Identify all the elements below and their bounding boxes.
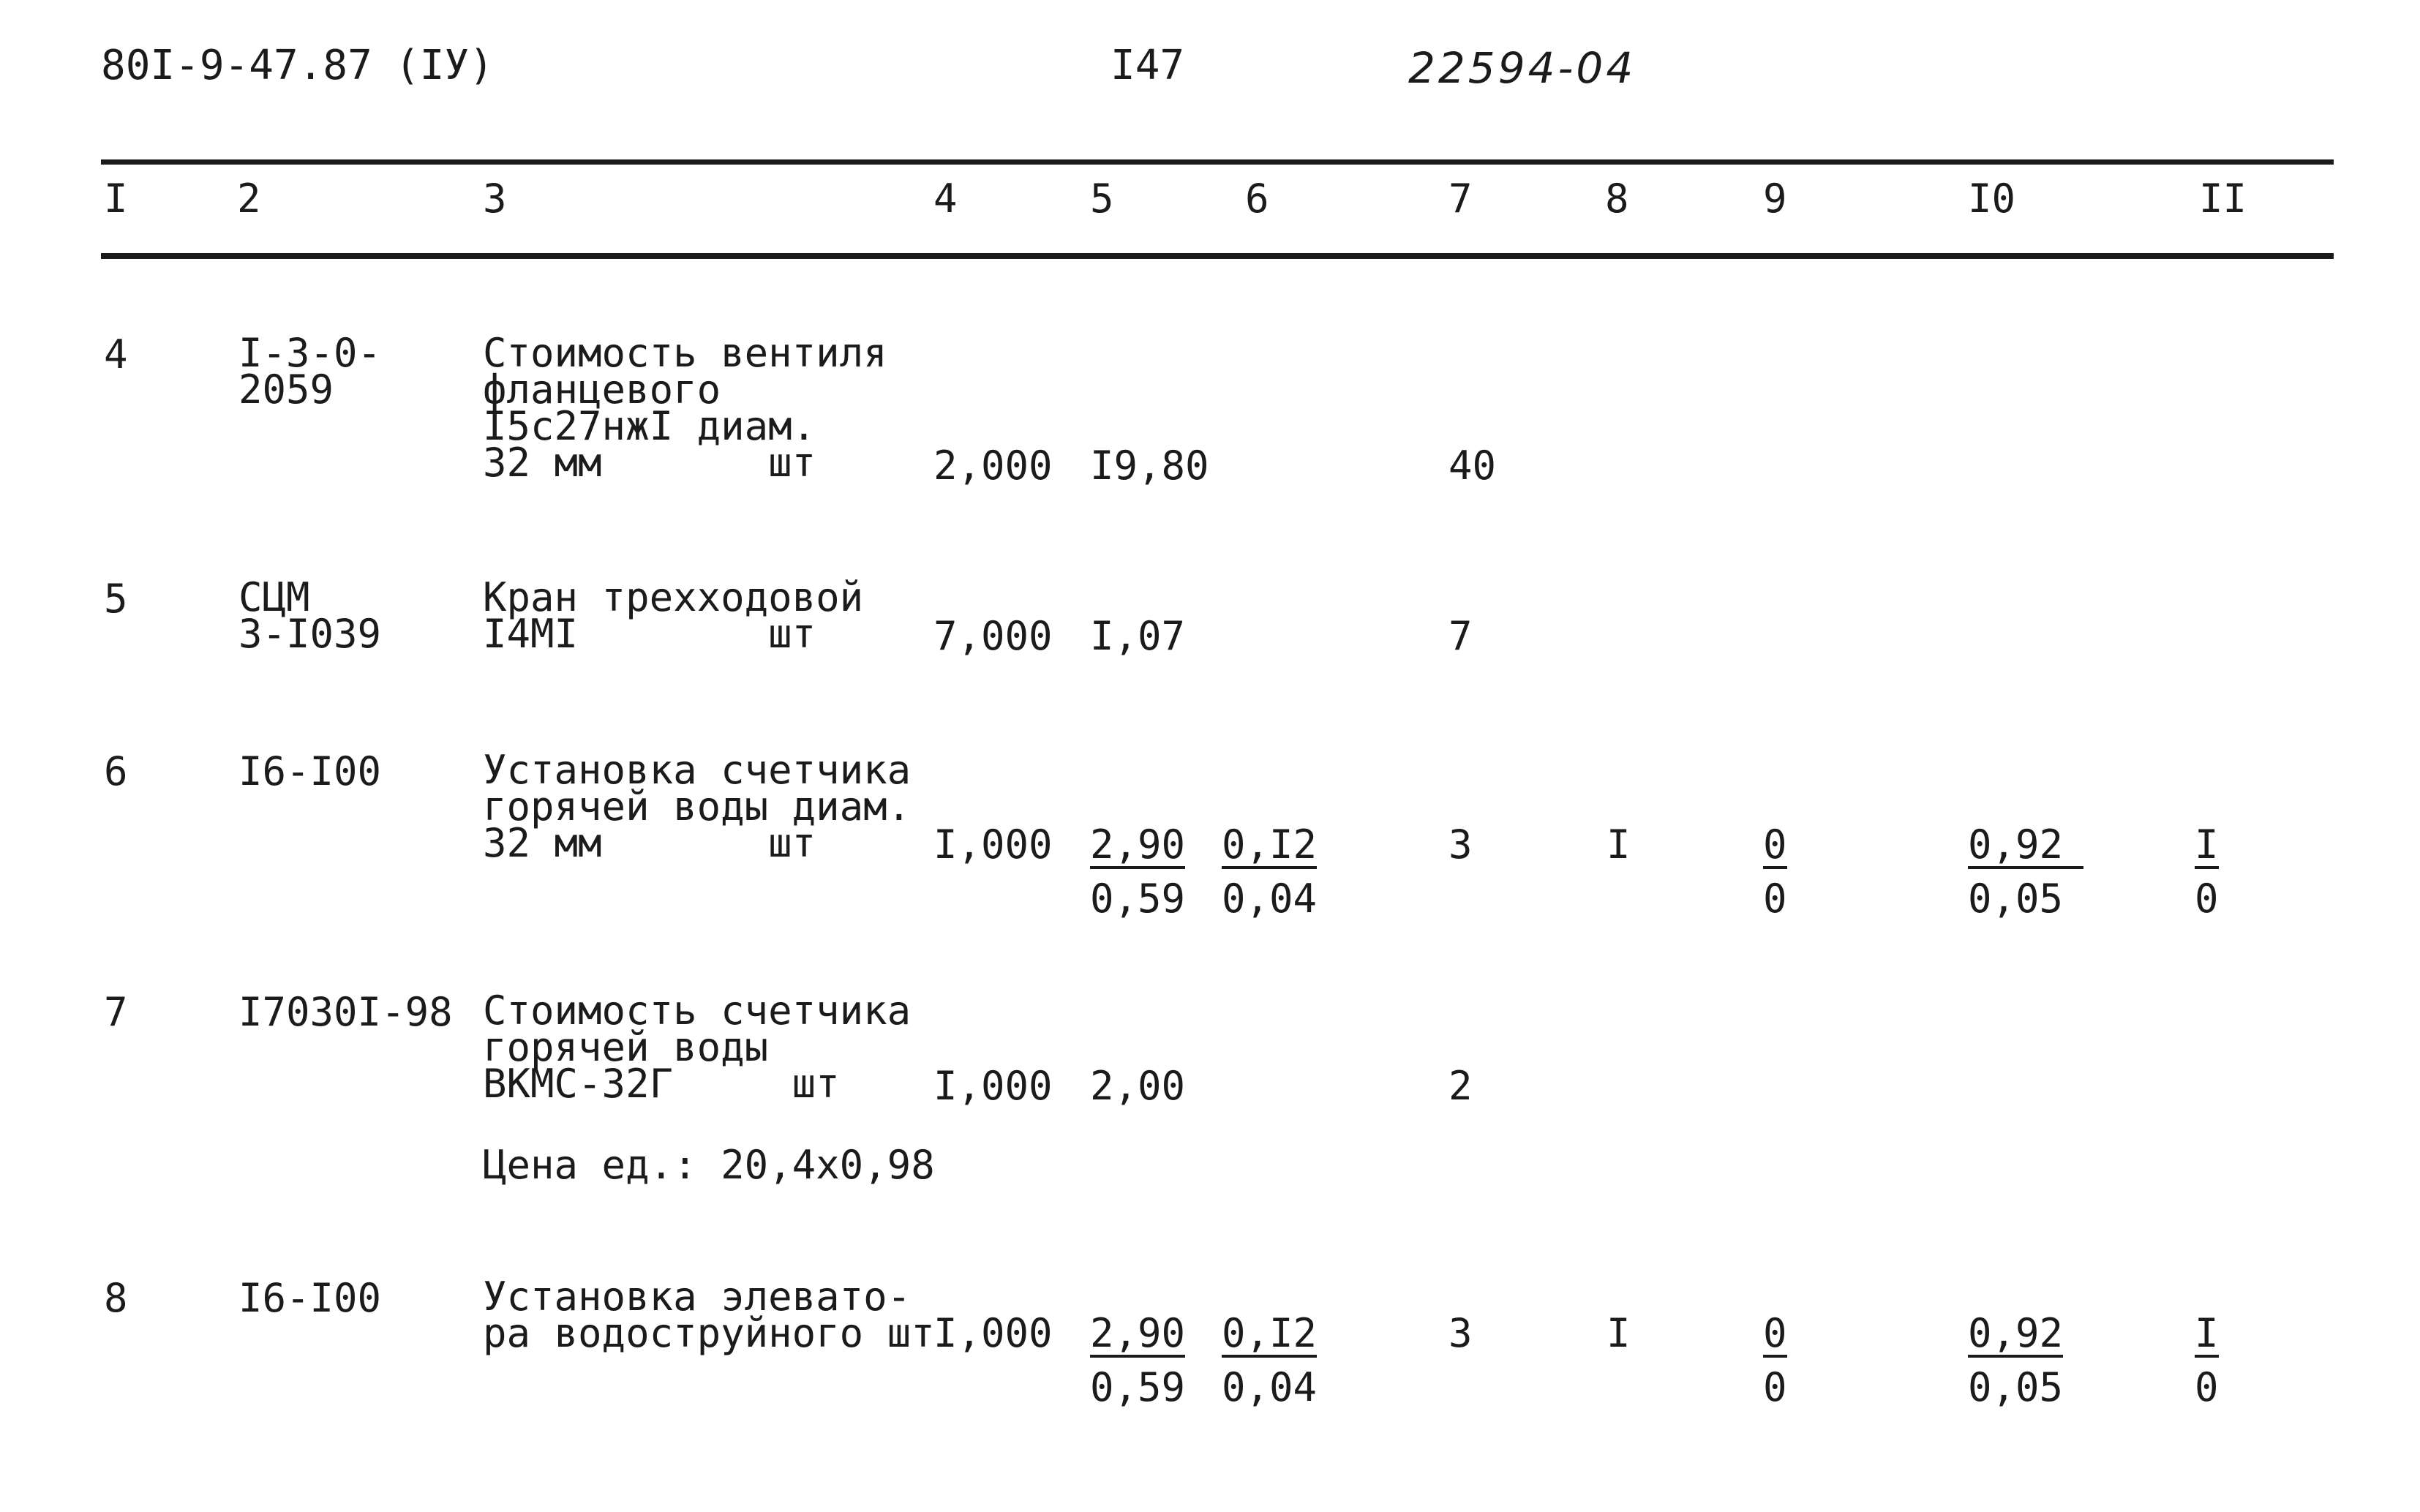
row-code: СЦМ 3-I039 xyxy=(238,574,382,657)
row-value-col11-top: I xyxy=(2195,821,2219,868)
row-value-col9-top: 0 xyxy=(1763,821,1787,868)
row-quantity: 2,000 xyxy=(933,443,1053,489)
row-value-col5: I,07 xyxy=(1090,613,1186,659)
column-number: 4 xyxy=(933,176,958,222)
row-value-col5-top: 2,90 xyxy=(1090,821,1186,868)
row-value-col11-bottom: 0 xyxy=(2195,1364,2219,1410)
column-number: 9 xyxy=(1763,176,1787,222)
row-quantity: I,000 xyxy=(933,821,1053,868)
row-description: Установка элевато- ра водоструйного шт xyxy=(483,1274,935,1356)
handwritten-number: 22594-04 xyxy=(1408,43,1636,93)
row-code: I-3-0- 2059 xyxy=(238,330,382,413)
row-number: 4 xyxy=(104,331,128,377)
row-code: I7030I-98 xyxy=(238,989,453,1035)
row-quantity: I,000 xyxy=(933,1310,1053,1356)
row-number: 5 xyxy=(104,576,128,622)
row-value-col11-top: I xyxy=(2195,1310,2219,1356)
row-value-col7: 2 xyxy=(1448,1063,1473,1109)
row-number: 6 xyxy=(104,748,128,794)
row-number: 7 xyxy=(104,989,128,1035)
row-description: Установка счетчика горячей воды диам. 32 мм шт xyxy=(483,747,912,866)
row-number: 8 xyxy=(104,1275,128,1321)
row-value-col5-bottom: 0,59 xyxy=(1090,1364,1186,1410)
table-top-rule xyxy=(101,159,2334,165)
row-value-col5: I9,80 xyxy=(1090,443,1209,489)
column-number: I0 xyxy=(1968,176,2016,222)
row-code: I6-I00 xyxy=(238,1275,382,1321)
table-header-rule xyxy=(101,253,2334,259)
row-value-col9-bottom: 0 xyxy=(1763,1364,1787,1410)
row-value-col8: I xyxy=(1607,821,1631,868)
row-value-col7: 3 xyxy=(1448,821,1473,868)
document-code: 80I-9-47.87 xyxy=(101,42,372,89)
unit-price-note: Цена ед.: 20,4x0,98 xyxy=(483,1142,935,1188)
row-value-col6-top: 0,I2 xyxy=(1222,1310,1318,1356)
row-quantity: 7,000 xyxy=(933,613,1053,659)
row-value-col6-bottom: 0,04 xyxy=(1222,876,1318,922)
column-number: 3 xyxy=(483,176,507,222)
row-value-col11-bottom: 0 xyxy=(2195,876,2219,922)
row-value-col7: 3 xyxy=(1448,1310,1473,1356)
row-value-col10-bottom: 0,05 xyxy=(1968,1364,2064,1410)
row-value-col10-top: 0,92 xyxy=(1968,825,2083,869)
column-number: 2 xyxy=(237,176,261,222)
row-description: Стоимость вентиля фланцевого I5с27нжI диам. 32 мм шт xyxy=(483,330,887,486)
row-description: Кран трехходовой I4MI шт xyxy=(483,574,864,657)
row-quantity: I,000 xyxy=(933,1063,1053,1109)
row-value-col10-top: 0,92 xyxy=(1968,1310,2064,1356)
column-number: 7 xyxy=(1448,176,1473,222)
column-number: II xyxy=(2199,176,2247,222)
page-number: I47 xyxy=(1111,42,1185,89)
column-number: I xyxy=(104,176,128,222)
column-number: 6 xyxy=(1245,176,1269,222)
row-value-col7: 40 xyxy=(1448,443,1497,489)
row-value-col9-bottom: 0 xyxy=(1763,876,1787,922)
row-value-col6-top: 0,I2 xyxy=(1222,821,1318,868)
row-value-col7: 7 xyxy=(1448,613,1473,659)
row-value-col8: I xyxy=(1607,1310,1631,1356)
row-code: I6-I00 xyxy=(238,748,382,794)
row-value-col5-bottom: 0,59 xyxy=(1090,876,1186,922)
row-value-col9-top: 0 xyxy=(1763,1310,1787,1356)
row-value-col10-bottom: 0,05 xyxy=(1968,876,2064,922)
row-value-col6-bottom: 0,04 xyxy=(1222,1364,1318,1410)
column-number: 8 xyxy=(1605,176,1629,222)
row-value-col5-top: 2,90 xyxy=(1090,1310,1186,1356)
volume-label: (IУ) xyxy=(395,42,494,89)
column-number: 5 xyxy=(1090,176,1114,222)
row-description: Стоимость счетчика горячей воды ВКМС-32Г шт xyxy=(483,988,912,1107)
row-value-col5: 2,00 xyxy=(1090,1063,1186,1109)
